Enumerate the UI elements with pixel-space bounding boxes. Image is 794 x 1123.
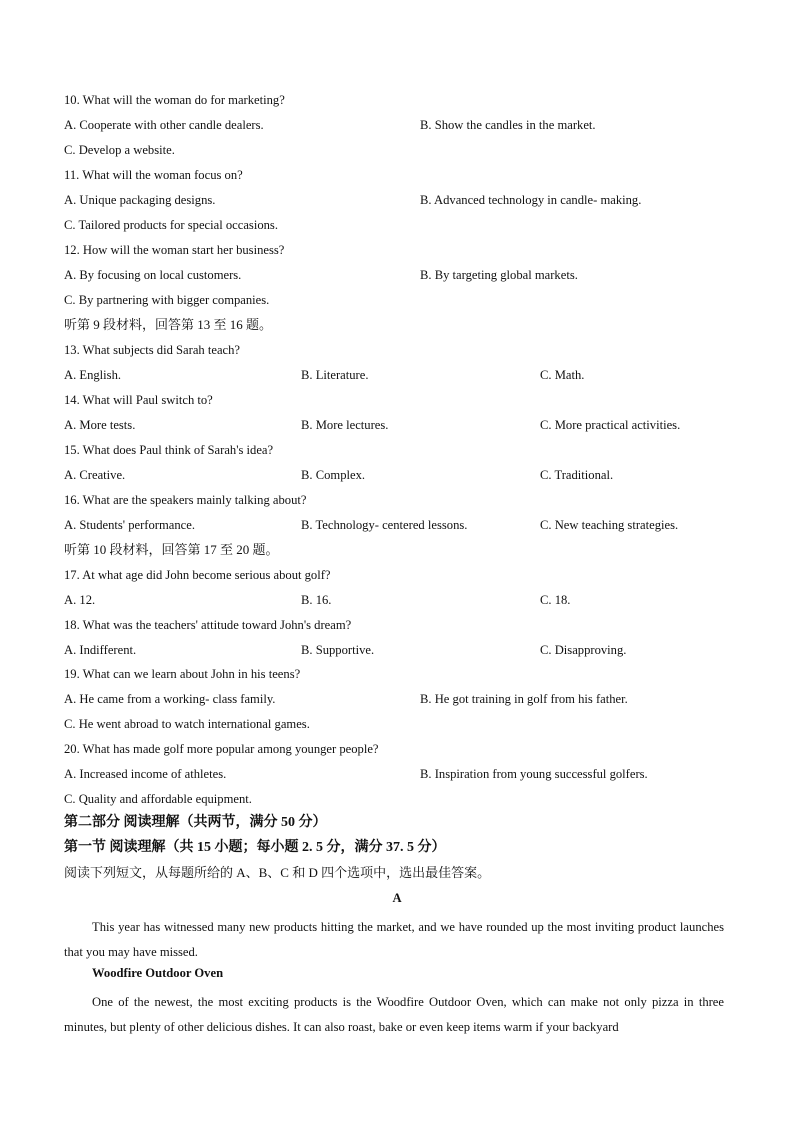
question-14-option-c: C. More practical activities. (540, 418, 681, 432)
section-9-instruction: 听第 9 段材料，回答第 13 至 16 题。 (64, 317, 273, 332)
question-13-option-c: C. Math. (540, 368, 585, 382)
question-15-option-b: B. Complex. (301, 468, 366, 482)
question-18-option-b: B. Supportive. (301, 643, 375, 657)
question-17-stem: 17. At what age did John become serious about golf? (64, 568, 331, 582)
question-10-option-b: B. Show the candles in the market. (420, 118, 596, 132)
passage-paragraph-2: One of the newest, the most exciting products is the Woodfire Outdoor Oven, which can make not only pizza in three minutes, but plenty of other delicious dishes. It can also roast, bake or even keep items warm if your backyard (64, 995, 724, 1034)
question-12-stem: 12. How will the woman start her business? (64, 243, 285, 257)
question-16-option-b: B. Technology- centered lessons. (301, 518, 468, 532)
question-17-option-b: B. 16. (301, 593, 332, 607)
question-10-option-a: A. Cooperate with other candle dealers. (64, 118, 264, 132)
section-10-instruction: 听第 10 段材料，回答第 17 至 20 题。 (64, 542, 279, 557)
question-17-option-a: A. 12. (64, 593, 96, 607)
question-18-option-c: C. Disapproving. (540, 643, 627, 657)
question-12-option-b: B. By targeting global markets. (420, 268, 578, 282)
question-13-option-b: B. Literature. (301, 368, 369, 382)
question-15-option-c: C. Traditional. (540, 468, 614, 482)
question-14-option-a: A. More tests. (64, 418, 136, 432)
question-13-stem: 13. What subjects did Sarah teach? (64, 343, 241, 357)
question-20-option-b: B. Inspiration from young successful golfers. (420, 767, 648, 781)
question-18-option-a: A. Indifferent. (64, 643, 137, 657)
question-14-option-b: B. More lectures. (301, 418, 389, 432)
section-1-heading: 第一节 阅读理解（共 15 小题；每小题 2. 5 分，满分 37. 5 分） (64, 840, 446, 855)
question-19-stem: 19. What can we learn about John in his teens? (64, 667, 301, 681)
question-15-option-a: A. Creative. (64, 468, 126, 482)
passage-paragraph-1: This year has witnessed many new products hitting the market, and we have rounded up the most inviting product launches that you may have missed. (64, 920, 724, 959)
question-19-option-c: C. He went abroad to watch international games. (64, 717, 310, 731)
question-20-option-c: C. Quality and affordable equipment. (64, 792, 252, 806)
reading-instructions: 阅读下列短文，从每题所给的 A、B、C 和 D 四个选项中，选出最佳答案。 (64, 865, 491, 880)
question-10-option-c: C. Develop a website. (64, 143, 175, 157)
question-20-stem: 20. What has made golf more popular among younger people? (64, 742, 379, 756)
question-16-stem: 16. What are the speakers mainly talking about? (64, 493, 307, 507)
part-2-heading: 第二部分 阅读理解（共两节，满分 50 分） (64, 815, 327, 830)
question-13-option-a: A. English. (64, 368, 122, 382)
question-11-option-b: B. Advanced technology in candle- making. (420, 193, 642, 207)
question-17-option-c: C. 18. (540, 593, 571, 607)
passage-label: A (392, 891, 402, 905)
question-16-option-c: C. New teaching strategies. (540, 518, 679, 532)
question-19-option-b: B. He got training in golf from his father. (420, 692, 628, 706)
question-16-option-a: A. Students' performance. (64, 518, 195, 532)
question-15-stem: 15. What does Paul think of Sarah's idea? (64, 443, 274, 457)
question-11-stem: 11. What will the woman focus on? (64, 168, 243, 182)
question-18-stem: 18. What was the teachers' attitude toward John's dream? (64, 618, 352, 632)
passage-subheading: Woodfire Outdoor Oven (92, 966, 224, 980)
question-11-option-c: C. Tailored products for special occasions. (64, 218, 278, 232)
question-12-option-a: A. By focusing on local customers. (64, 268, 242, 282)
question-20-option-a: A. Increased income of athletes. (64, 767, 227, 781)
question-11-option-a: A. Unique packaging designs. (64, 193, 216, 207)
question-12-option-c: C. By partnering with bigger companies. (64, 293, 270, 307)
question-14-stem: 14. What will Paul switch to? (64, 393, 213, 407)
question-10-stem: 10. What will the woman do for marketing? (64, 93, 285, 107)
question-19-option-a: A. He came from a working- class family. (64, 692, 276, 706)
